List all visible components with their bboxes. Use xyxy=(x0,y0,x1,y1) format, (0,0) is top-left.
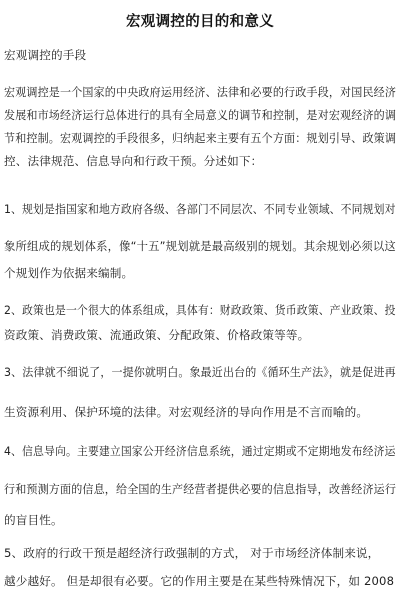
intro-line: 节和控制。宏观调控的手段很多，归纳起来主要有五个方面：规划引导、政策调 xyxy=(4,131,397,145)
intro-line: 宏观调控是一个国家的中央政府运用经济、法律和必要的行政手段，对国民经济 xyxy=(4,85,397,99)
item-4-line: 行和预测方面的信息，给全国的生产经营者提供必要的信息指导，改善经济运行 xyxy=(4,482,397,496)
item-2-line: 2、政策也是一个很大的体系组成，具体有：财政政策、货币政策、产业政策、投 xyxy=(4,303,396,317)
page-title: 宏观调控的目的和意义 xyxy=(126,14,274,30)
item-2-line: 资政策、消费政策、流通政策、分配政策、价格政策等等。 xyxy=(4,328,310,342)
item-3-line: 生资源利用、保护环境的法律。对宏观经济的导向作用是不言而喻的。 xyxy=(4,405,369,419)
item-5-line: 5、政府的行政干预是超经济行政强制的方式， 对于市场经济体制来说， xyxy=(4,546,380,560)
item-3-line: 3、法律就不细说了，一提你就明白。象最近出台的《循环生产法》，就是促进再 xyxy=(4,365,396,379)
item-1-line: 1、规划是指国家和地方政府各级、各部门不同层次、不同专业领域、不同规划对 xyxy=(4,202,396,216)
item-4-line: 的盲目性。 xyxy=(4,513,63,527)
item-1-line: 象所组成的规划体系，像“十五”规划就是最高级别的规划。其余规划必须以这 xyxy=(4,239,396,253)
item-5-line: 越少越好。 但是却很有必要。它的作用主要是在某些特殊情况下，如 2008 xyxy=(4,574,395,588)
item-4-line: 4、信息导向。主要建立国家公开经济信息系统，通过定期或不定期地发布经济运 xyxy=(4,444,396,458)
intro-line: 发展和市场经济运行总体进行的具有全局意义的调节和控制，是对宏观经济的调 xyxy=(4,108,397,122)
intro-line: 控、法律规范、信息导向和行政干预。分述如下： xyxy=(4,154,263,168)
section-heading: 宏观调控的手段 xyxy=(4,48,87,62)
item-1-line: 个规划作为依据来编制。 xyxy=(4,266,134,280)
